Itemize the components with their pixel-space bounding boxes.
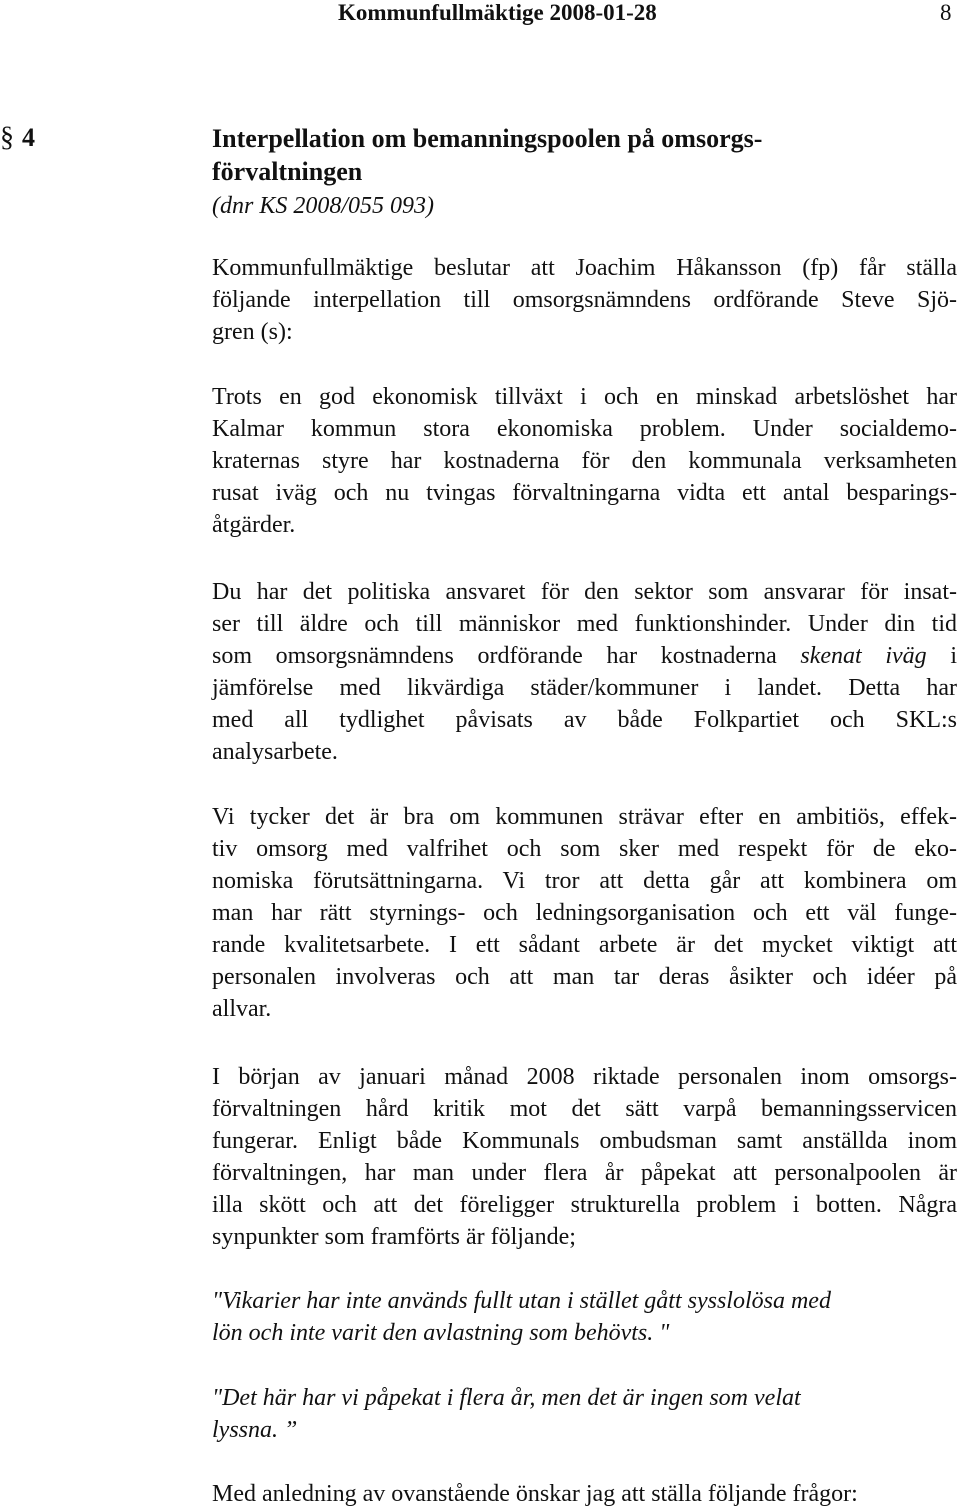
- text-line: Du har det politiska ansvaret för den sektor som ansvarar för insat-: [212, 579, 957, 605]
- text-line: Vi tycker det är bra om kommunen strävar efter en ambitiös, effek-: [212, 804, 957, 830]
- text-line: personalen involveras och att man tar deras åsikter och idéer på: [212, 964, 957, 990]
- paragraph-criticism: [212, 1061, 957, 1253]
- text-line: med all tydlighet påvisats av både Folkpartiet och SKL:s: [212, 707, 957, 733]
- section-number: 4: [22, 123, 35, 152]
- text-line: Kommunfullmäktige beslutar att Joachim Håkansson (fp) får ställa: [212, 255, 957, 281]
- paragraph-economy: [212, 381, 957, 541]
- text-line: förvaltningen, har man under flera år påpekat att personalpoolen är: [212, 1160, 957, 1186]
- text-line: gren (s):: [212, 319, 293, 345]
- text-line: fungerar. Enligt både Kommunals ombudsman samt anställda inom: [212, 1128, 957, 1154]
- text-line: [212, 640, 957, 672]
- text-line: förvaltningen hård kritik mot det sätt varpå bemanningsservicen: [212, 1096, 957, 1122]
- text-line: tiv omsorg med valfrihet och som sker med respekt för de eko-: [212, 836, 957, 862]
- paragraph-decision: [212, 252, 957, 348]
- section-heading: [0, 120, 960, 220]
- quote-line: "Det här har vi påpekat i flera år, men det är ingen som velat: [212, 1385, 801, 1411]
- quote-vikarier: [212, 1285, 957, 1349]
- text-span: som omsorgsnämndens ordförande har kostnaderna: [212, 643, 801, 669]
- text-line: man har rätt styrnings- och ledningsorganisation och ett väl funge-: [212, 900, 957, 926]
- text-span: i: [926, 643, 958, 669]
- section-reference: (dnr KS 2008/055 093): [212, 193, 434, 219]
- text-line: allvar.: [212, 996, 272, 1022]
- text-line: jämförelse med likvärdiga städer/kommuner i landet. Detta har: [212, 675, 957, 701]
- text-line: kraternas styre har kostnaderna för den kommunala verksamheten: [212, 448, 957, 474]
- text-line: ser till äldre och till människor med funktionshinder. Under din tid: [212, 611, 957, 637]
- section-title-line: förvaltningen: [212, 157, 363, 186]
- section-title-line: Interpellation om bemanningspoolen på omsorgs-: [212, 124, 763, 153]
- section-title: [212, 122, 912, 188]
- paragraph-responsibility: [212, 576, 957, 768]
- text-line: följande interpellation till omsorgsnämndens ordförande Steve Sjö-: [212, 287, 957, 313]
- quote-line: lön och inte varit den avlastning som behövts. ": [212, 1320, 670, 1346]
- text-line: rande kvalitetsarbete. I ett sådant arbete är det mycket viktigt att: [212, 932, 957, 958]
- text-line: nomiska förutsättningarna. Vi tror att detta går att kombinera om: [212, 868, 957, 894]
- quote-lyssna: [212, 1382, 957, 1446]
- text-line: illa skött och att det föreligger strukturella problem i botten. Några: [212, 1192, 957, 1218]
- text-line: analysarbete.: [212, 739, 338, 765]
- paragraph-questions-intro: [212, 1478, 957, 1510]
- text-line: rusat iväg och nu tvingas förvaltningarna vidta ett antal besparings-: [212, 480, 957, 506]
- header-title: Kommunfullmäktige 2008-01-28: [338, 0, 657, 25]
- emphasis-text: skenat iväg: [800, 643, 927, 669]
- text-line: I början av januari månad 2008 riktade personalen inom omsorgs-: [212, 1064, 957, 1090]
- text-line: Kalmar kommun stora ekonomiska problem. Under socialdemo-: [212, 416, 957, 442]
- text-line: åtgärder.: [212, 512, 296, 538]
- page-number: 8: [940, 0, 952, 25]
- page-header: [0, 0, 960, 30]
- quote-line: "Vikarier har inte används fullt utan i stället gått sysslolösa med: [212, 1288, 831, 1314]
- text-line: Trots en god ekonomisk tillväxt i och en minskad arbetslöshet har: [212, 384, 957, 410]
- text-line: Med anledning av ovanstående önskar jag att ställa följande frågor:: [212, 1481, 858, 1507]
- section-mark: §: [0, 122, 14, 153]
- text-line: synpunkter som framförts är följande;: [212, 1224, 576, 1250]
- paragraph-ambition: [212, 801, 957, 1025]
- quote-line: lyssna. ”: [212, 1417, 298, 1443]
